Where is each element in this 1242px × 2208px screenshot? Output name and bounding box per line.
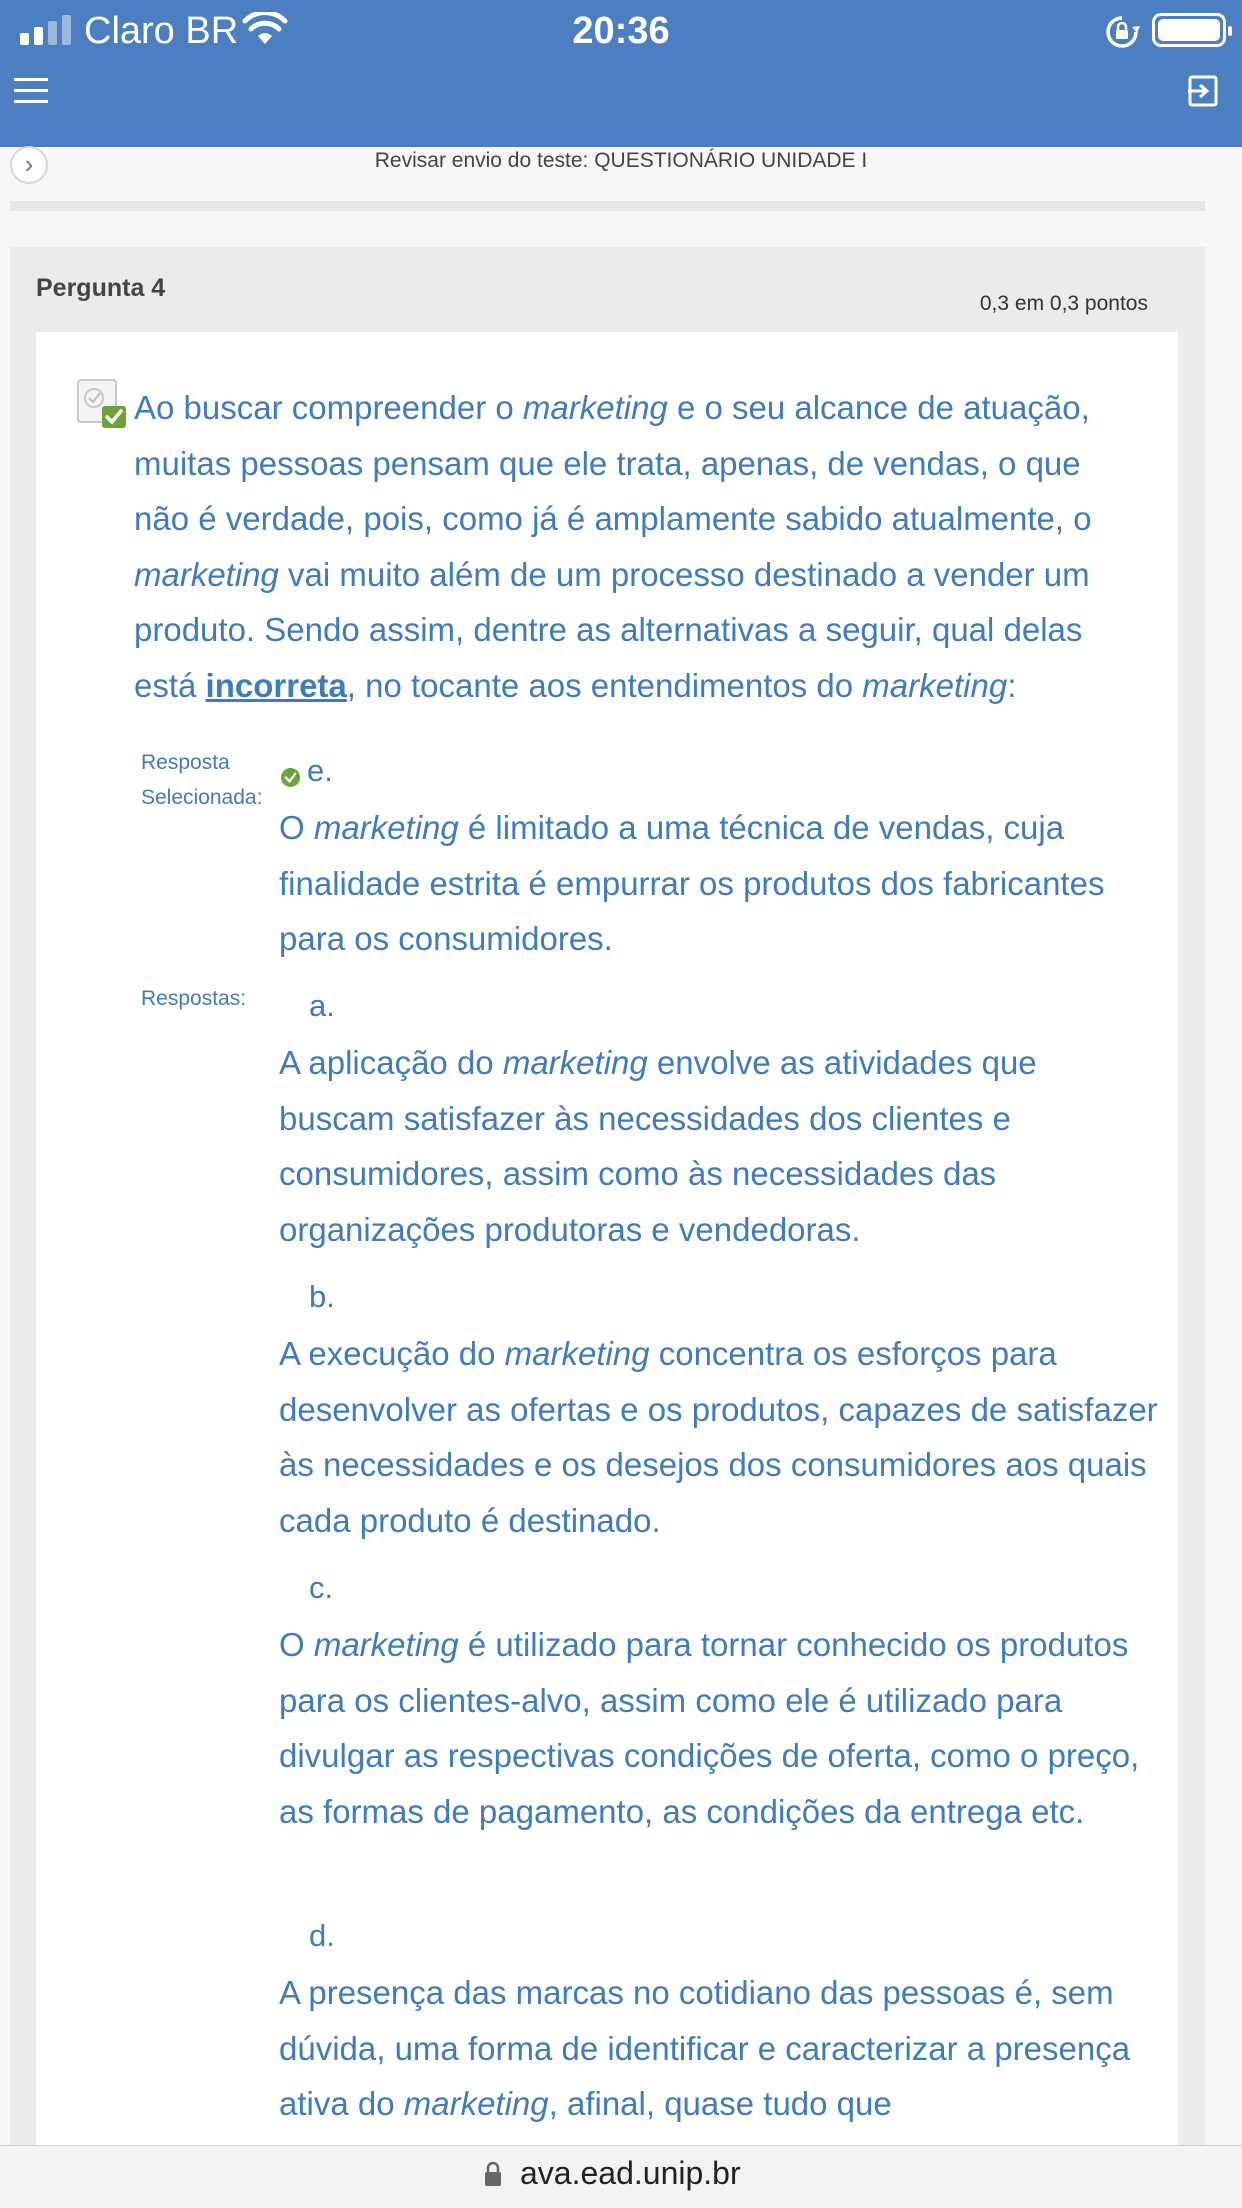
selected-answer-text — [279, 800, 1159, 967]
url-text[interactable]: ava.ead.unip.br — [520, 2155, 741, 2191]
answer-text-part: é limitado a uma técnica de vendas, cuja finalidade estrita é empurrar os produtos dos fabricantes para os consumidores. — [279, 809, 1105, 958]
question-text-strong: incorreta — [205, 666, 347, 704]
option-a-text — [279, 1035, 1159, 1257]
question-text — [134, 380, 1144, 714]
answer-text-part: A presença das marcas no cotidiano das pessoas é, sem dúvida, uma forma de identificar e caracterizar a presença ativa do — [279, 1974, 1131, 2123]
answer-text-emphasis: marketing — [313, 1626, 459, 1663]
answer-text-part: A execução do — [279, 1335, 505, 1372]
logout-icon[interactable] — [1186, 74, 1220, 108]
answer-text-part: envolve as atividades que buscam satisfazer às necessidades dos clientes e consumidores, assim como às necessidades das organizações produtoras e vendedoras. — [279, 1044, 1037, 1248]
question-text-emphasis: marketing — [522, 389, 668, 426]
question-points: 0,3 em 0,3 pontos — [979, 292, 1148, 315]
answer-text-part: é utilizado para tornar conhecido os produtos para os clientes-alvo, assim como ele é utilizado para divulgar as respectivas condições de oferta, como o preço, as formas de pagamento, as condições da entrega etc. — [279, 1626, 1140, 1830]
option-a-letter: a. — [309, 988, 335, 1023]
question-text-part: vai muito além de um processo destinado a vender um produto. Sendo assim, dentre as alternativas a seguir, qual delas está — [134, 555, 1090, 704]
question-heading: Pergunta 4 — [36, 274, 166, 302]
question-text-part: Ao buscar compreender o — [134, 389, 523, 426]
answer-text-part: , afinal, quase tudo que — [548, 2085, 892, 2123]
carrier-name: Claro BR — [84, 10, 239, 52]
answer-text-part: O — [279, 809, 314, 846]
answer-text-emphasis: marketing — [313, 809, 459, 846]
selected-answer-label-line: Selecionada: — [141, 786, 263, 809]
answer-text-part: A aplicação do — [279, 1044, 503, 1081]
answer-text-emphasis: marketing — [502, 1044, 648, 1081]
status-time: 20:36 — [572, 10, 670, 52]
page-title: Revisar envio do teste: QUESTIONÁRIO UNIDADE I — [374, 149, 868, 172]
answer-text-part: concentra os esforços para desenvolver as ofertas e os produtos, capazes de satisfazer às necessidades e os desejos dos consumidores aos quais cada produto é destinado. — [279, 1335, 1158, 1539]
correct-answer-icon — [76, 378, 128, 430]
rotation-lock-icon — [1104, 15, 1140, 49]
app-header — [0, 0, 1242, 147]
question-text-part: e o seu alcance de atuação, muitas pessoas pensam que ele trata, apenas, de vendas, o que não é verdade, pois, como já é amplamente sabido atualmente, o — [134, 389, 1092, 538]
answer-text-emphasis: marketing — [504, 1335, 650, 1372]
expand-nav-chevron-icon[interactable]: › — [10, 146, 48, 184]
battery-icon — [1152, 13, 1226, 47]
hamburger-menu-icon[interactable] — [14, 76, 48, 106]
lock-icon — [484, 2161, 502, 2187]
question-text-part: : — [1007, 666, 1017, 704]
option-c-letter: c. — [309, 1570, 334, 1605]
selected-answer-label — [141, 745, 262, 815]
answers-label: Respostas: — [141, 987, 247, 1010]
answer-text-emphasis: marketing — [403, 2085, 549, 2123]
status-bar — [0, 0, 1242, 62]
question-text-part: , no tocante aos entendimentos do — [346, 666, 863, 704]
question-text-emphasis: marketing — [862, 666, 1008, 704]
option-d-text — [279, 1965, 1159, 2132]
selected-answer-letter: e. — [307, 753, 333, 788]
option-c-text — [279, 1617, 1159, 1839]
divider — [10, 201, 1205, 211]
selected-answer-label-line: Resposta — [141, 751, 230, 774]
option-b-letter: b. — [309, 1279, 335, 1314]
question-text-emphasis: marketing — [134, 555, 279, 593]
answer-text-part: O — [279, 1626, 314, 1663]
option-d-letter: d. — [309, 1918, 335, 1953]
correct-check-icon — [281, 768, 300, 787]
option-b-text — [279, 1326, 1159, 1548]
